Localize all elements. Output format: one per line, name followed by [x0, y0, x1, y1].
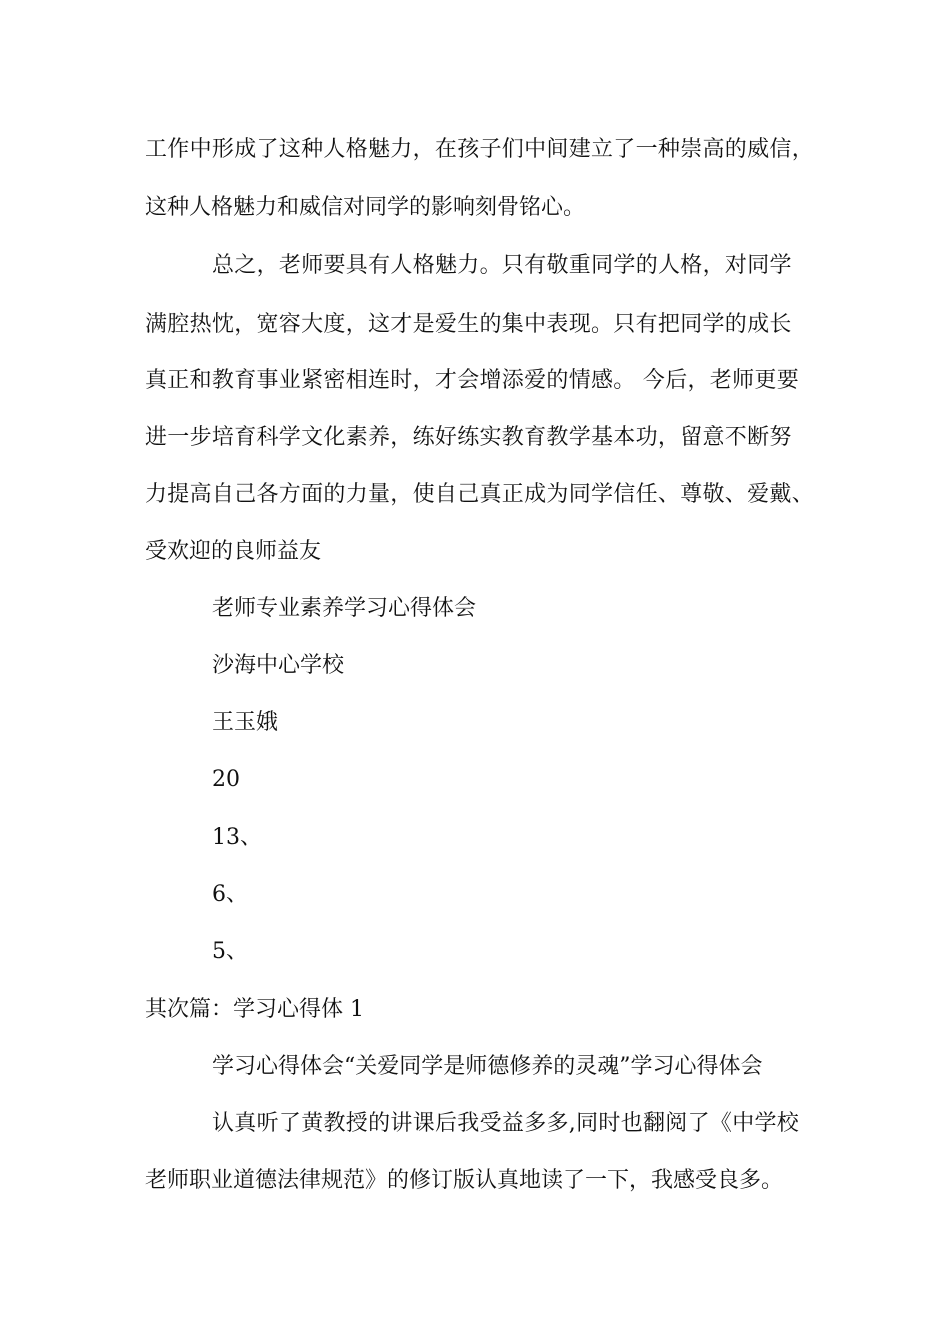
paragraph-line: 总之，老师要具有人格魅力。只有敬重同学的人格，对同学: [212, 253, 792, 278]
date-fragment: 20: [212, 767, 240, 792]
paragraph-line: 力提高自己各方面的力量，使自己真正成为同学信任、尊敬、爱戴、: [145, 482, 815, 507]
section-subtitle: 学习心得体会“关爱同学是师德修养的灵魂”学习心得体会: [212, 1054, 763, 1079]
paragraph-line: 老师职业道德法律规范》的修订版认真地读了一下，我感受良多。: [145, 1168, 784, 1193]
school-name: 沙海中心学校: [212, 653, 345, 678]
section-heading: 其次篇：学习心得体 1: [145, 997, 364, 1022]
paragraph-line: 受欢迎的良师益友: [145, 539, 322, 564]
paragraph-line: 进一步培育科学文化素养，练好练实教育教学基本功，留意不断努: [145, 425, 792, 450]
date-fragment: 6、: [212, 882, 248, 907]
author-name: 王玉娥: [212, 710, 279, 735]
paragraph-line: 满腔热忱，宽容大度，这才是爱生的集中表现。只有把同学的成长: [145, 312, 792, 337]
paragraph-line: 这种人格魅力和威信对同学的影响刻骨铭心。: [145, 195, 586, 220]
essay-title: 老师专业素养学习心得体会: [212, 596, 477, 621]
date-fragment: 13、: [212, 825, 262, 850]
date-fragment: 5、: [212, 939, 248, 964]
paragraph-line: 工作中形成了这种人格魅力，在孩子们中间建立了一种崇高的威信，: [145, 137, 815, 162]
paragraph-line: 真正和教育事业紧密相连时，才会增添爱的情感。 今后，老师更要: [145, 368, 799, 393]
paragraph-line: 认真听了黄教授的讲课后我受益多多,同时也翻阅了《中学校: [212, 1111, 800, 1136]
